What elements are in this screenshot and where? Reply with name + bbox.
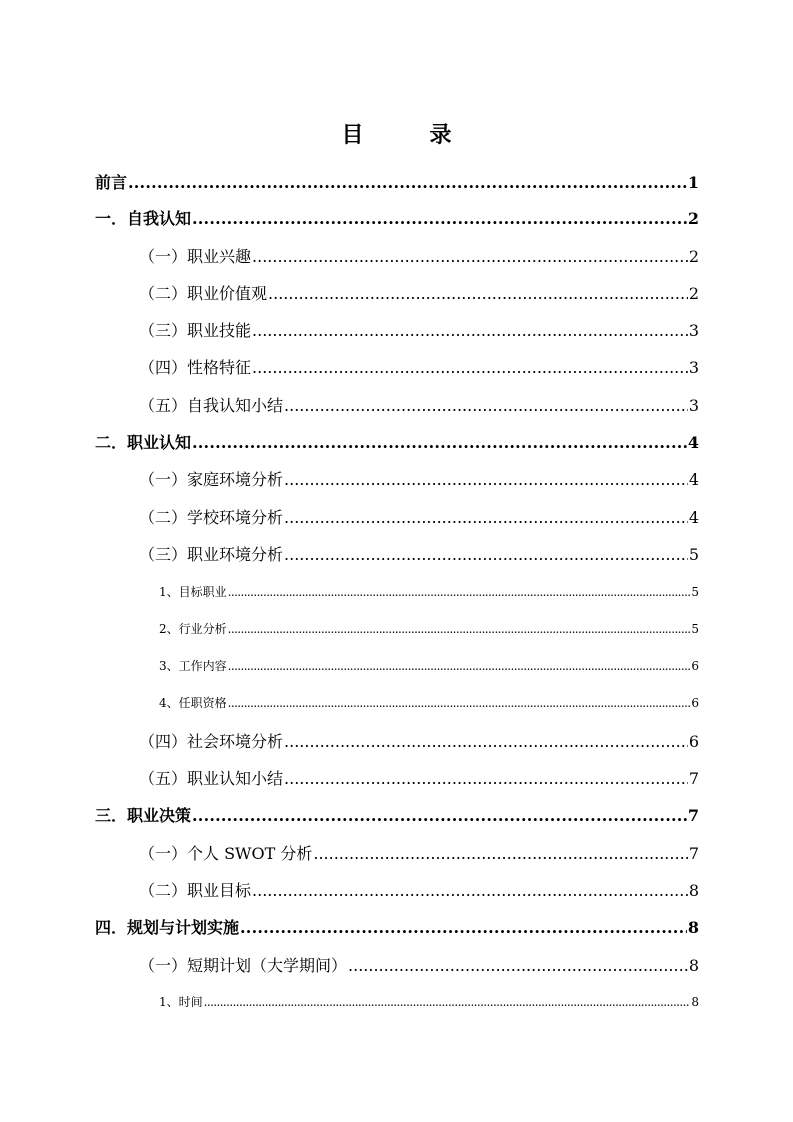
toc-page-number: 3 bbox=[688, 321, 699, 340]
toc-page-number: 5 bbox=[688, 545, 699, 564]
toc-entry-career-awareness[interactable] bbox=[95, 430, 699, 453]
toc-entry-career-values[interactable] bbox=[139, 281, 699, 304]
page-title: 目 录 bbox=[341, 122, 474, 148]
toc-entry-number: 四． bbox=[95, 918, 128, 937]
toc-entry-self-summary[interactable] bbox=[139, 393, 699, 416]
dot-leader bbox=[284, 545, 688, 564]
dot-leader bbox=[228, 696, 691, 710]
dot-leader bbox=[228, 659, 691, 673]
dot-leader bbox=[204, 995, 691, 1009]
toc-entry-label: （一）短期计划（大学期间） bbox=[139, 956, 348, 975]
dot-leader bbox=[348, 956, 688, 975]
toc-entry-short-term-plan[interactable] bbox=[139, 953, 699, 976]
toc-page-number: 8 bbox=[687, 918, 699, 937]
toc-page-number: 8 bbox=[688, 881, 699, 900]
toc-entry-career-interest[interactable] bbox=[139, 244, 699, 267]
toc-page-number: 2 bbox=[687, 209, 699, 228]
toc-entry-label: 2、行业分析 bbox=[159, 622, 227, 636]
toc-entry-label: （二）职业目标 bbox=[139, 881, 252, 900]
dot-leader bbox=[128, 173, 687, 192]
toc-entry-label: （五）职业认知小结 bbox=[139, 769, 284, 788]
toc-entry-swot-analysis[interactable] bbox=[139, 841, 699, 864]
toc-entry-time[interactable] bbox=[159, 993, 699, 1010]
toc-entry-target-career[interactable] bbox=[159, 583, 699, 600]
toc-entry-career-skills[interactable] bbox=[139, 318, 699, 341]
toc-entry-label: 二．职业认知 bbox=[95, 433, 192, 452]
toc-entry-planning-implementation[interactable] bbox=[95, 915, 699, 938]
dot-leader bbox=[240, 918, 687, 937]
dot-leader bbox=[284, 732, 688, 751]
dot-leader bbox=[284, 470, 688, 489]
toc-page-number: 4 bbox=[688, 508, 699, 527]
toc-page-number: 4 bbox=[688, 470, 699, 489]
toc-entry-preface[interactable] bbox=[95, 170, 699, 193]
toc-entry-label: （二）学校环境分析 bbox=[139, 508, 284, 527]
toc-page-number: 7 bbox=[687, 806, 699, 825]
toc-entry-label: （五）自我认知小结 bbox=[139, 396, 284, 415]
dot-leader bbox=[192, 433, 687, 452]
toc-entry-job-content[interactable] bbox=[159, 657, 699, 674]
toc-entry-label: 4、任职资格 bbox=[159, 696, 227, 710]
toc-entry-label: 职业决策 bbox=[127, 806, 192, 825]
toc-page-number: 5 bbox=[691, 622, 699, 636]
toc-entry-career-environment[interactable] bbox=[139, 542, 699, 565]
dot-leader bbox=[252, 247, 688, 266]
dot-leader bbox=[284, 508, 688, 527]
toc-entry-label: （三）职业环境分析 bbox=[139, 545, 284, 564]
toc-page-number: 5 bbox=[691, 585, 699, 599]
toc-page-number: 3 bbox=[688, 396, 699, 415]
toc-entry-label: （四）性格特征 bbox=[139, 358, 252, 377]
toc-entry-qualifications[interactable] bbox=[159, 694, 699, 711]
toc-page-number: 6 bbox=[691, 696, 699, 710]
toc-entry-label: 3、工作内容 bbox=[159, 659, 227, 673]
toc-page-number: 3 bbox=[688, 358, 699, 377]
toc-page-number: 1 bbox=[687, 173, 699, 192]
toc-entry-self-awareness[interactable] bbox=[95, 206, 699, 229]
toc-entry-number: 三． bbox=[95, 806, 128, 825]
toc-entry-label: （四）社会环境分析 bbox=[139, 732, 284, 751]
dot-leader bbox=[228, 622, 691, 636]
toc-page-number: 6 bbox=[688, 732, 699, 751]
toc-entry-school-environment[interactable] bbox=[139, 505, 699, 528]
dot-leader bbox=[252, 881, 688, 900]
toc-entry-label: （一）职业兴趣 bbox=[139, 247, 252, 266]
toc-entry-social-environment[interactable] bbox=[139, 729, 699, 752]
toc-page-number: 7 bbox=[688, 844, 699, 863]
dot-leader bbox=[192, 209, 687, 228]
toc-page-number: 6 bbox=[691, 659, 699, 673]
toc-entry-label: 一．自我认知 bbox=[95, 209, 192, 228]
toc-page-number: 7 bbox=[688, 769, 699, 788]
toc-entry-industry-analysis[interactable] bbox=[159, 620, 699, 637]
dot-leader bbox=[228, 585, 691, 599]
toc-entry-label: 前言 bbox=[95, 173, 128, 192]
toc-page-number: 2 bbox=[688, 284, 699, 303]
toc-entry-career-summary[interactable] bbox=[139, 766, 699, 789]
toc-entry-family-environment[interactable] bbox=[139, 467, 699, 490]
toc-page-number: 4 bbox=[687, 433, 699, 452]
dot-leader bbox=[284, 396, 688, 415]
toc-page-number: 8 bbox=[691, 995, 699, 1009]
toc-entry-label: 1、目标职业 bbox=[159, 585, 227, 599]
toc-entry-label: （一）个人 SWOT 分析 bbox=[139, 844, 313, 863]
toc-entry-label: （一）家庭环境分析 bbox=[139, 470, 284, 489]
dot-leader bbox=[313, 844, 687, 863]
dot-leader bbox=[252, 321, 688, 340]
dot-leader bbox=[252, 358, 688, 377]
toc-entry-label: 规划与计划实施 bbox=[127, 918, 240, 937]
toc-entry-label: 1、时间 bbox=[159, 995, 203, 1009]
dot-leader bbox=[268, 284, 688, 303]
toc-page-number: 2 bbox=[688, 247, 699, 266]
toc-entry-career-goal[interactable] bbox=[139, 878, 699, 901]
dot-leader bbox=[192, 806, 687, 825]
toc-page-number: 8 bbox=[688, 956, 699, 975]
toc-entry-personality[interactable] bbox=[139, 355, 699, 378]
dot-leader bbox=[284, 769, 688, 788]
toc-entry-label: （三）职业技能 bbox=[139, 321, 252, 340]
toc-entry-career-decision[interactable] bbox=[95, 803, 699, 826]
toc-entry-label: （二）职业价值观 bbox=[139, 284, 268, 303]
